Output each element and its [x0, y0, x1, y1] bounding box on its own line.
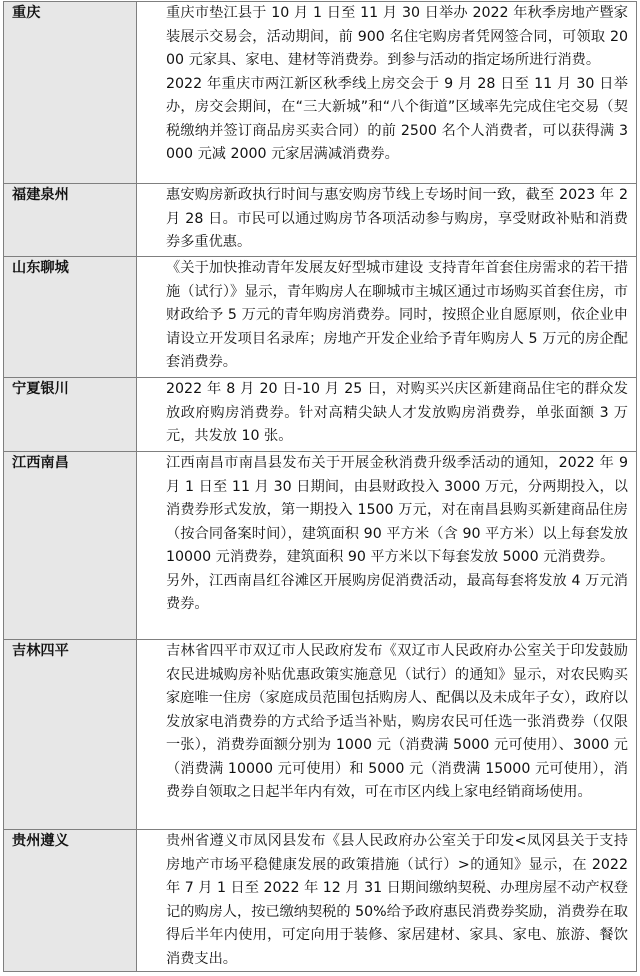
table-row: [4, 640, 637, 830]
paragraph: 2022 年重庆市两江新区秋季线上房交会于 9 月 28 日至 11 月 30 日举办，房交会期间，在“三大新城”和“八个街道”区域率先完成住宅交易（契税缴纳并签订商品房买卖合同）的前 2500 名个人消费者，可以获得满 3000 元减 2000 元家居满减消费券。: [166, 75, 628, 162]
region-cell: 吉林四平: [4, 640, 137, 830]
content-cell: [137, 640, 637, 830]
paragraph: 吉林省四平市双辽市人民政府发布《双辽市人民政府办公室关于印发鼓励农民进城购房补贴优惠政策实施意见（试行）的通知》显示，对农民购买家庭唯一住房（家庭成员范围包括购房人、配偶以及未成年子女），政府以发放家电消费券的方式给予适当补贴，购房农民可任选一张消费券（仅限一张），消费券面额分别为 1000 元（消费满 5000 元可使用）、3000 元（消费满 10000 元可使用）和 5000 元（消费满 15000 元可使用），消费券自领取之日起半年内有效，可在市区内线上家电经销商场使用。: [166, 643, 628, 800]
region-cell: 重庆: [4, 2, 137, 184]
table-row: [4, 257, 637, 378]
policy-table: [3, 1, 637, 972]
table-row: [4, 184, 637, 257]
region-cell: 宁夏银川: [4, 378, 137, 452]
paragraph: 另外，江西南昌红谷滩区开展购房促消费活动，最高每套将发放 4 万元消费券。: [166, 572, 628, 612]
content-cell: [137, 378, 637, 452]
content-cell: [137, 184, 637, 257]
content-cell: [137, 830, 637, 972]
paragraph: 《关于加快推动青年发展友好型城市建设 支持青年首套住房需求的若干措施（试行）》显示，青年购房人在聊城市主城区通过市场购买首套住房，市财政给予 5 万元的青年购房消费券。同时，按照企业自愿原则，依企业申请设立开发项目名录库；房地产开发企业给予青年购房人 5 万元的房企配套消费券。: [166, 260, 628, 370]
table-row: [4, 452, 637, 640]
region-cell: 江西南昌: [4, 452, 137, 640]
content-cell: [137, 2, 637, 184]
table-row: [4, 378, 637, 452]
content-cell: [137, 452, 637, 640]
table-row: [4, 2, 637, 184]
paragraph: 贵州省遵义市凤冈县发布《县人民政府办公室关于印发<凤冈县关于支持房地产市场平稳健康发展的政策措施（试行）>的通知》显示，在 2022 年 7 月 1 日至 2022 年 12 月 31 日期间缴纳契税、办理房屋不动产权登记的购房人，按已缴纳契税的 50%给予政府惠民消费券奖励，消费券在取得后半年内使用，可定向用于装修、家居建材、家具、家电、旅游、餐饮消费支出。: [166, 833, 628, 967]
paragraph: 惠安购房新政执行时间与惠安购房节线上专场时间一致，截至 2023 年 2 月 28 日。市民可以通过购房节各项活动参与购房，享受财政补贴和消费券多重优惠。: [166, 187, 628, 250]
region-cell: 贵州遵义: [4, 830, 137, 972]
table-row: [4, 830, 637, 972]
region-cell: 山东聊城: [4, 257, 137, 378]
paragraph: 江西南昌市南昌县发布关于开展金秋消费升级季活动的通知，2022 年 9 月 1 日至 11 月 30 日期间，由县财政投入 3000 万元，分两期投入，以消费券形式发放，第一期投入 1500 万元，对在南昌县购买新建商品住房（按合同备案时间），建筑面积 90 平方米（含 90 平方米）以上每套发放 10000 元消费券，建筑面积 90 平方米以下每套发放 5000 元消费券。: [166, 455, 628, 565]
content-cell: [137, 257, 637, 378]
region-cell: 福建泉州: [4, 184, 137, 257]
paragraph: 重庆市垫江县于 10 月 1 日至 11 月 30 日举办 2022 年秋季房地产暨家装展示交易会，活动期间，前 900 名住宅购房者凭网签合同，可领取 2000 元家具、家电、建材等消费券。到参与活动的指定场所进行消费。: [166, 5, 628, 68]
paragraph: 2022 年 8 月 20 日-10 月 25 日，对购买兴庆区新建商品住宅的群众发放政府购房消费券。针对高精尖缺人才发放购房消费券，单张面额 3 万元，共发放 10 张。: [166, 381, 628, 444]
